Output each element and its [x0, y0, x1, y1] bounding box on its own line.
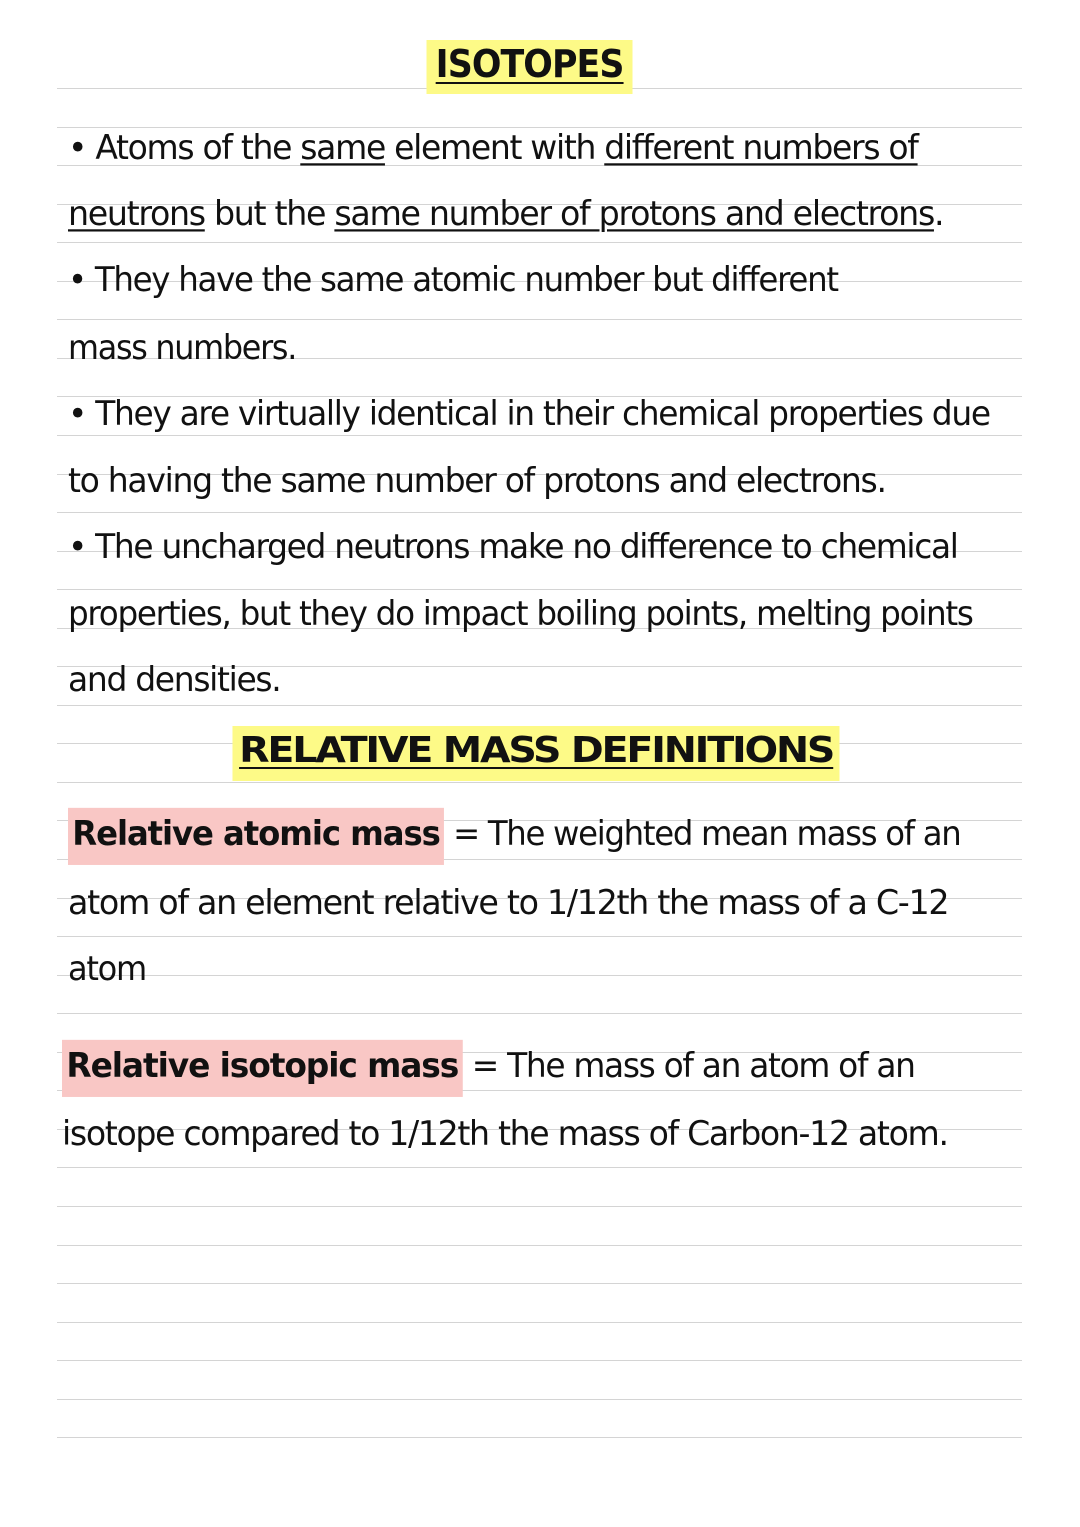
ruled-line: [57, 705, 1022, 706]
text-fragment: • Atoms of the: [68, 128, 301, 168]
ruled-line: [57, 1437, 1022, 1438]
ruled-line: [57, 242, 1022, 243]
isotopes-line-2: [68, 193, 943, 236]
definition-1-line-2: atom of an element relative to 1/12th the mass of a C-12: [68, 883, 949, 923]
isotopes-line-9: and densities.: [68, 660, 281, 700]
definition-text: = The weighted mean mass of an: [444, 814, 961, 854]
underlined-text: same: [300, 128, 385, 168]
isotopes-line-8: properties, but they do impact boiling points, melting points: [68, 594, 973, 634]
ruled-line: [57, 1283, 1022, 1284]
term-highlight: Relative atomic mass: [68, 808, 444, 865]
definition-1-line-3: atom: [68, 949, 146, 989]
isotopes-line-3: • They have the same atomic number but different: [68, 260, 838, 300]
definition-2-line-2: isotope compared to 1/12th the mass of Carbon-12 atom.: [62, 1114, 948, 1154]
underlined-text: neutrons: [68, 194, 205, 234]
ruled-line: [57, 1399, 1022, 1400]
ruled-line: [57, 782, 1022, 783]
ruled-line: [57, 1206, 1022, 1207]
isotopes-line-1: [68, 127, 918, 170]
ruled-line: [57, 512, 1022, 513]
ruled-line: [57, 589, 1022, 590]
definition-relative-isotopic-mass: [62, 1045, 915, 1088]
ruled-line: [57, 319, 1022, 320]
isotopes-line-6: to having the same number of protons and electrons.: [68, 461, 886, 501]
text-fragment: .: [933, 194, 944, 234]
ruled-line: [57, 1245, 1022, 1246]
isotopes-heading-wrap: [0, 40, 1060, 94]
ruled-line: [57, 936, 1022, 937]
isotopes-heading: ISOTOPES: [427, 40, 633, 94]
text-fragment: but the: [204, 194, 335, 234]
underlined-text: different numbers of: [604, 128, 918, 168]
ruled-line: [57, 975, 1022, 976]
relative-mass-heading-wrap: [233, 726, 840, 781]
ruled-line: [57, 1167, 1022, 1168]
ruled-line: [57, 1013, 1022, 1014]
text-fragment: element with: [384, 128, 605, 168]
isotopes-line-4: mass numbers.: [68, 328, 297, 368]
term-highlight: Relative isotopic mass: [62, 1040, 463, 1097]
relative-mass-heading: RELATIVE MASS DEFINITIONS: [233, 726, 840, 781]
definition-relative-atomic-mass: [68, 813, 961, 856]
underlined-text: same number of protons and electrons: [334, 194, 934, 234]
isotopes-line-5: • They are virtually identical in their chemical properties due: [68, 394, 990, 434]
ruled-line: [57, 1360, 1022, 1361]
ruled-line: [57, 1322, 1022, 1323]
definition-text: = The mass of an atom of an: [462, 1046, 915, 1086]
isotopes-line-7: • The uncharged neutrons make no difference to chemical: [68, 527, 958, 567]
